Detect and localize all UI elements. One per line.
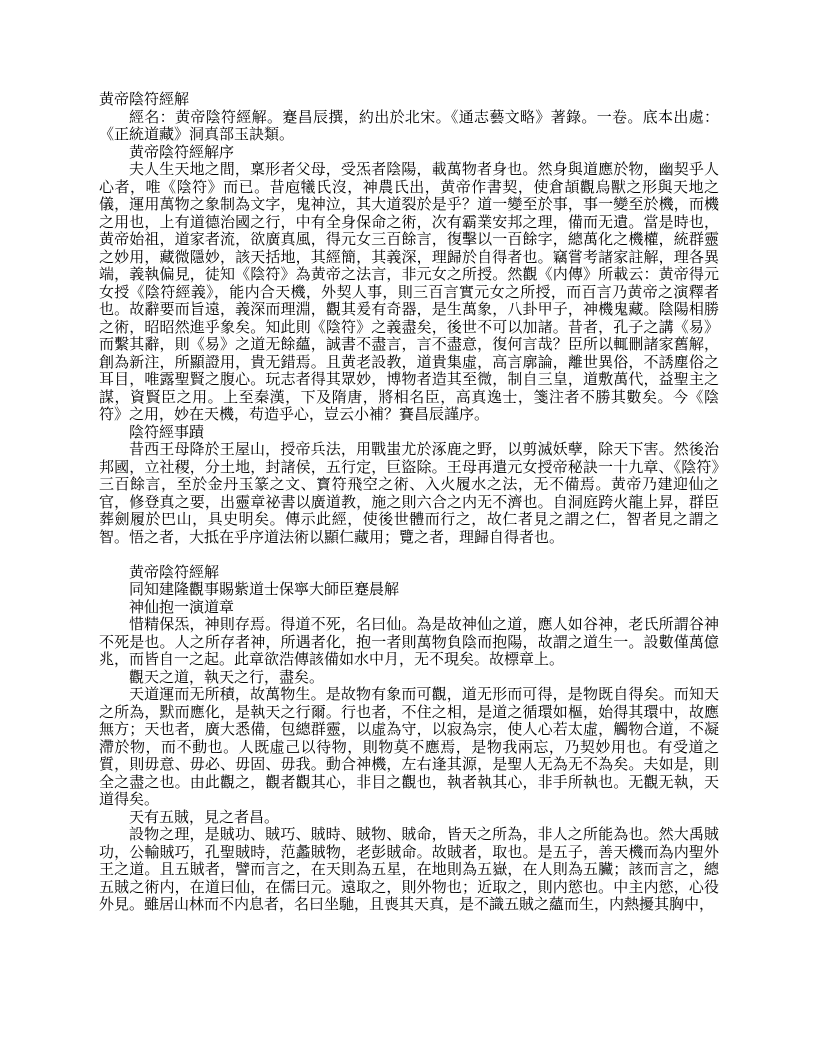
scripture-quote-2: 天有五賊，見之者昌。 [129, 809, 280, 826]
doc-title: 黄帝陰符經解 [99, 92, 190, 108]
chapter-heading: 神仙抱一演道章 [129, 599, 235, 616]
preface-heading: 黄帝陰符經解序 [129, 144, 235, 161]
chapter-intro-paragraph: 惜精保炁，神則存焉。得道不死，名曰仙。為是故神仙之道，應人如谷神，老氏所謂谷神不死是也。人之所存者神，所遇者化，抱一者則萬物負陰而抱陽，故謂之道生一。設數僅萬億兆，而皆自一之起。此章欲浩傳該備如水中月，无不現矣。故標章上。 [99, 617, 719, 668]
preface-paragraph: 夫人生天地之間，稟形者父母，受炁者陰陽，載萬物者身也。然身與道應於物，幽契乎人心者，唯《陰符》而已。昔庖犧氏沒，神農氏出，黄帝作書契，使倉頡觀烏獸之形與天地之儀，運用萬物之象制為文字，鬼神泣，其大道裂於是乎？道一變至於事，事一變至於機，而機之用也，上有道德治國之行，中有全身保命之術，次有霸業安邦之理，備而无遺。當是時也，黄帝始祖，道家者流，欲廣真風，得元女三百餘言，復擊以一百餘字，總萬化之機權，統群靈之妙用，藏微隱妙，該天括地，其經簡，其義深，理歸於自得者也。竊嘗考諸家註解，理各異端，義執偏見，徒知《陰符》為黄帝之法言，非元女之所授。然觀《内傳》所載云：黄帝得元女授《陰符經義》，能内合天機，外契人事，則三百言實元女之所授，而百言乃黄帝之演釋者也。故辭要而旨遠，義深而理淵，觀其爰有奇器，是生萬象，八卦甲子，神機鬼藏。陰陽相勝之術，昭昭然進乎象矣。知此則《陰符》之義盡矣，後世不可以加諸。昔者，孔子之講《易》而繫其辭，則《易》之道无餘蘊，誠書不盡言，言不盡意，復何言哉？臣所以輒刪諸家舊解，創為新注，所顯證用，貴无錯焉。且黄老設教，道貴集虛，高言廓論，離世異俗，不誘塵俗之耳目，唯露聖賢之腹心。玩志者得其眾妙，博物者造其至微，制自三皇，道敷萬代，益聖主之謀，資賢臣之用。上至秦漢，下及隋唐，將相名臣，高真逸士，箋注者不勝其數矣。今《陰符》之用，妙在天機，苟造乎心，豈云小補？賽昌辰謹序。 [99, 162, 719, 423]
deeds-paragraph: 昔西王母降於王屋山，授帝兵法，用戰蚩尤於涿鹿之野，以剪滅妖孽，除天下害。然後治邦國，立社稷，分土地，封諸侯，五行定，巨盜除。王母再遣元女授帝秘訣一十九章、《陰符》三百餘言，至於金丹玉篆之文、寳符飛空之術、入火履水之法，无不備焉。黄帝乃建迎仙之官，修登真之要，出靈章祕書以廣道教，施之則六合之内无不濟也。自洞庭跨火龍上昇，群臣葬劍履於巴山，具史明矣。傳示此經，使後世體而行之，故仁者見之謂之仁，智者見之謂之智。悟之者，大抵在乎序道法術以顯仁藏用；覽之者，理歸自得者也。 [99, 442, 719, 546]
bibliographic-note: 經名：黄帝陰符經解。蹇昌辰撰，約出於北宋。《通志藝文略》著錄。一卷。底本出處：《正統道藏》洞真部玉訣類。 [99, 109, 719, 143]
commentary-paragraph-1: 天道運而无所積，故萬物生。是故物有象而可觀，道无形而可得，是物既自得矣。而知天之所為，默而應化，是執天之行爾。行也者，不住之相，是道之循環如樞，始得其環中，故應無方；天也者，廣大悉備，包總群靈，以虛為守，以寂為宗，使人心若太虛，觸物合道，不凝滯於物，而不動也。人既虛己以待物，則物莫不應焉，是物我兩忘，乃契妙用也。有受道之質，則毋意、毋必、毋固、毋我。動合神機，左右逢其源，是聖人无為无不為矣。夫如是，則全之盡之也。由此觀之，觀者觀其心，非目之觀也，執者執其心，非手所執也。无觀无執，天道得矣。 [99, 687, 719, 808]
commentary-title: 黄帝陰符經解 [129, 564, 220, 581]
scripture-quote-1: 觀天之道，執天之行，盡矣。 [129, 669, 325, 686]
section-break [99, 547, 719, 565]
document-body [99, 92, 719, 915]
author-attribution: 同知建隆觀事賜紫道士保寧大師臣蹇晨解 [129, 582, 400, 598]
deeds-heading: 陰符經事蹟 [129, 424, 205, 441]
commentary-paragraph-2: 設物之理，是賊功、賊巧、賊時、賊物、賊命，皆天之所為，非人之所能為也。然大禹賊功，公輸賊巧，孔聖賊時，范蠡賊物，老彭賊命。故賊者，取也。是五子，善天機而為内聖外王之道。且五賊者，譬而言之，在天則為五星，在地則為五嶽，在人則為五臟；該而言之，總五賊之術内，在道曰仙，在儒曰元。遠取之，則外物也；近取之，則内慾也。中主内慾，心役外見。雖居山林而不内息者，名曰坐馳，且喪其天真，是不識五賊之蘊而生，内熱擾其胸中， [99, 827, 719, 913]
